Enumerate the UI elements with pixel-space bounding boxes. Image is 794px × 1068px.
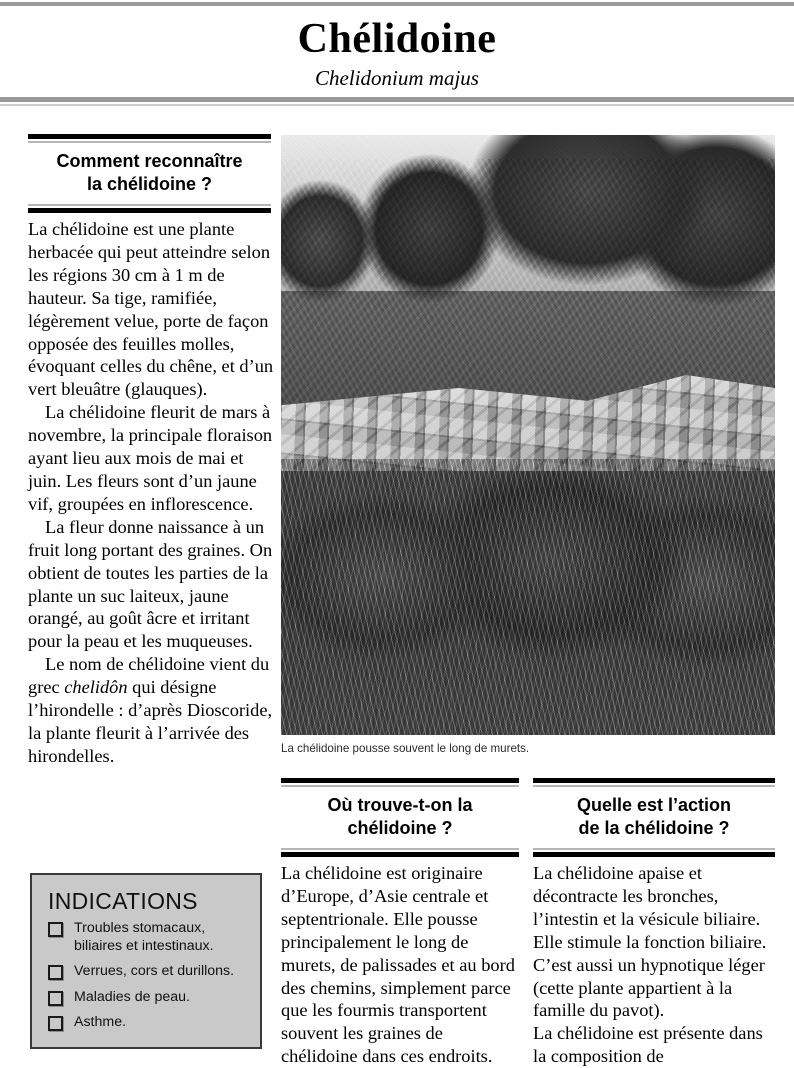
section-heading-recognize bbox=[28, 134, 271, 213]
heading-line-1: Où trouve-t-on la bbox=[327, 795, 473, 815]
heading-rule-bottom-thin bbox=[281, 848, 519, 850]
header-rule-bottom-thin bbox=[0, 104, 794, 106]
section-heading-action-text bbox=[533, 787, 775, 848]
checkbox-square-icon bbox=[48, 922, 63, 937]
page-header bbox=[0, 0, 794, 110]
checkbox-square-icon bbox=[48, 1016, 63, 1031]
list-item bbox=[48, 919, 252, 955]
list-item-label: Maladies de peau. bbox=[74, 988, 190, 1005]
heading-rule-bottom-thin bbox=[533, 848, 775, 850]
paragraph: La chélidoine fleurit de mars à novembre, la principale floraison ayant lieu aux mois de mai et juin. Les fleurs sont d’un jaune vif, groupées en inflorescence. bbox=[28, 402, 273, 514]
body-text-recognize bbox=[28, 218, 274, 768]
checkbox-square-icon bbox=[48, 965, 63, 980]
heading-rule-top-thick bbox=[281, 778, 519, 783]
section-heading-action bbox=[533, 778, 775, 857]
photo-caption: La chélidoine pousse souvent le long de murets. bbox=[281, 742, 530, 755]
indications-list bbox=[32, 919, 260, 1031]
heading-rule-bottom-thick bbox=[533, 852, 775, 857]
paragraph: La fleur donne naissance à un fruit long portant des graines. On obtient de toutes les parties de la plante un suc laiteux, jaune orangé, au goût âcre et irritant pour la peau et les muqueuses. bbox=[28, 516, 273, 652]
plant-habitat-photograph bbox=[281, 135, 775, 735]
etymology-pre: Le nom de chélidoine vient du grec bbox=[28, 654, 270, 698]
body-text-action bbox=[533, 862, 775, 1068]
heading-rule-top-thick bbox=[533, 778, 775, 783]
paragraph: La chélidoine est une plante herbacée qui peut atteindre selon les régions 30 cm à 1 m de hauteur. Sa tige, ramifiée, légèrement velue, porte de façon opposée des feuilles molles, évoquant celles du chêne, et d’un vert bleuâtre (glauques). bbox=[28, 219, 274, 400]
section-heading-where bbox=[281, 778, 519, 857]
etymology-post: qui désigne l’hirondelle : d’après Dioscoride, la plante fleurit à l’arrivée des hirondelles. bbox=[28, 677, 273, 766]
body-text-where bbox=[281, 862, 519, 1068]
indications-panel bbox=[30, 873, 262, 1049]
heading-line-1: Comment reconnaître bbox=[56, 151, 243, 171]
list-item-label: Troubles stomacaux, biliaires et intestinaux. bbox=[74, 920, 214, 955]
page-title: Chélidoine bbox=[297, 16, 497, 62]
heading-line-1: Quelle est l’action bbox=[576, 795, 732, 815]
paragraph-etymology bbox=[28, 653, 274, 768]
section-heading-where-text bbox=[281, 787, 519, 848]
heading-rule-top-thick bbox=[28, 134, 271, 139]
latin-name-subtitle: Chelidonium majus bbox=[315, 66, 479, 90]
paragraph: La chélidoine est originaire d’Europe, d’Asie centrale et septentrionale. Elle pousse principalement le long de murets, de palissades et au bord des chemins, simplement parce que les fourmis transportent souvent les graines de chélidoine dans ces endroits. bbox=[281, 863, 515, 1067]
photo-vegetation-texture bbox=[281, 459, 775, 735]
checkbox-square-icon bbox=[48, 991, 63, 1006]
heading-rule-bottom-thin bbox=[28, 204, 271, 206]
list-item bbox=[48, 1013, 252, 1031]
list-item-label: Verrues, cors et durillons. bbox=[74, 963, 235, 980]
heading-line-2: chélidoine ? bbox=[347, 818, 453, 839]
heading-rule-bottom-thick bbox=[28, 208, 271, 213]
header-rule-top bbox=[0, 2, 794, 6]
heading-rule-bottom-thick bbox=[281, 852, 519, 857]
list-item bbox=[48, 962, 252, 980]
section-heading-recognize-text bbox=[28, 143, 271, 204]
list-item-label: Asthme. bbox=[74, 1013, 127, 1030]
paragraph: La chélidoine apaise et décontracte les bronches, l’intestin et la vésicule biliaire. Elle stimule la fonction biliaire. C’est aussi un hypnotique léger (cette plante appartient à la famille du pavot). bbox=[533, 863, 767, 1021]
greek-word-italic: chelidôn bbox=[64, 677, 128, 698]
heading-line-2: la chélidoine ? bbox=[86, 174, 213, 195]
heading-line-2: de la chélidoine ? bbox=[578, 818, 730, 839]
list-item bbox=[48, 988, 252, 1006]
indications-title: INDICATIONS bbox=[48, 888, 198, 914]
paragraph: La chélidoine est présente dans la composition de bbox=[533, 1023, 763, 1067]
header-rule-bottom bbox=[0, 97, 794, 102]
